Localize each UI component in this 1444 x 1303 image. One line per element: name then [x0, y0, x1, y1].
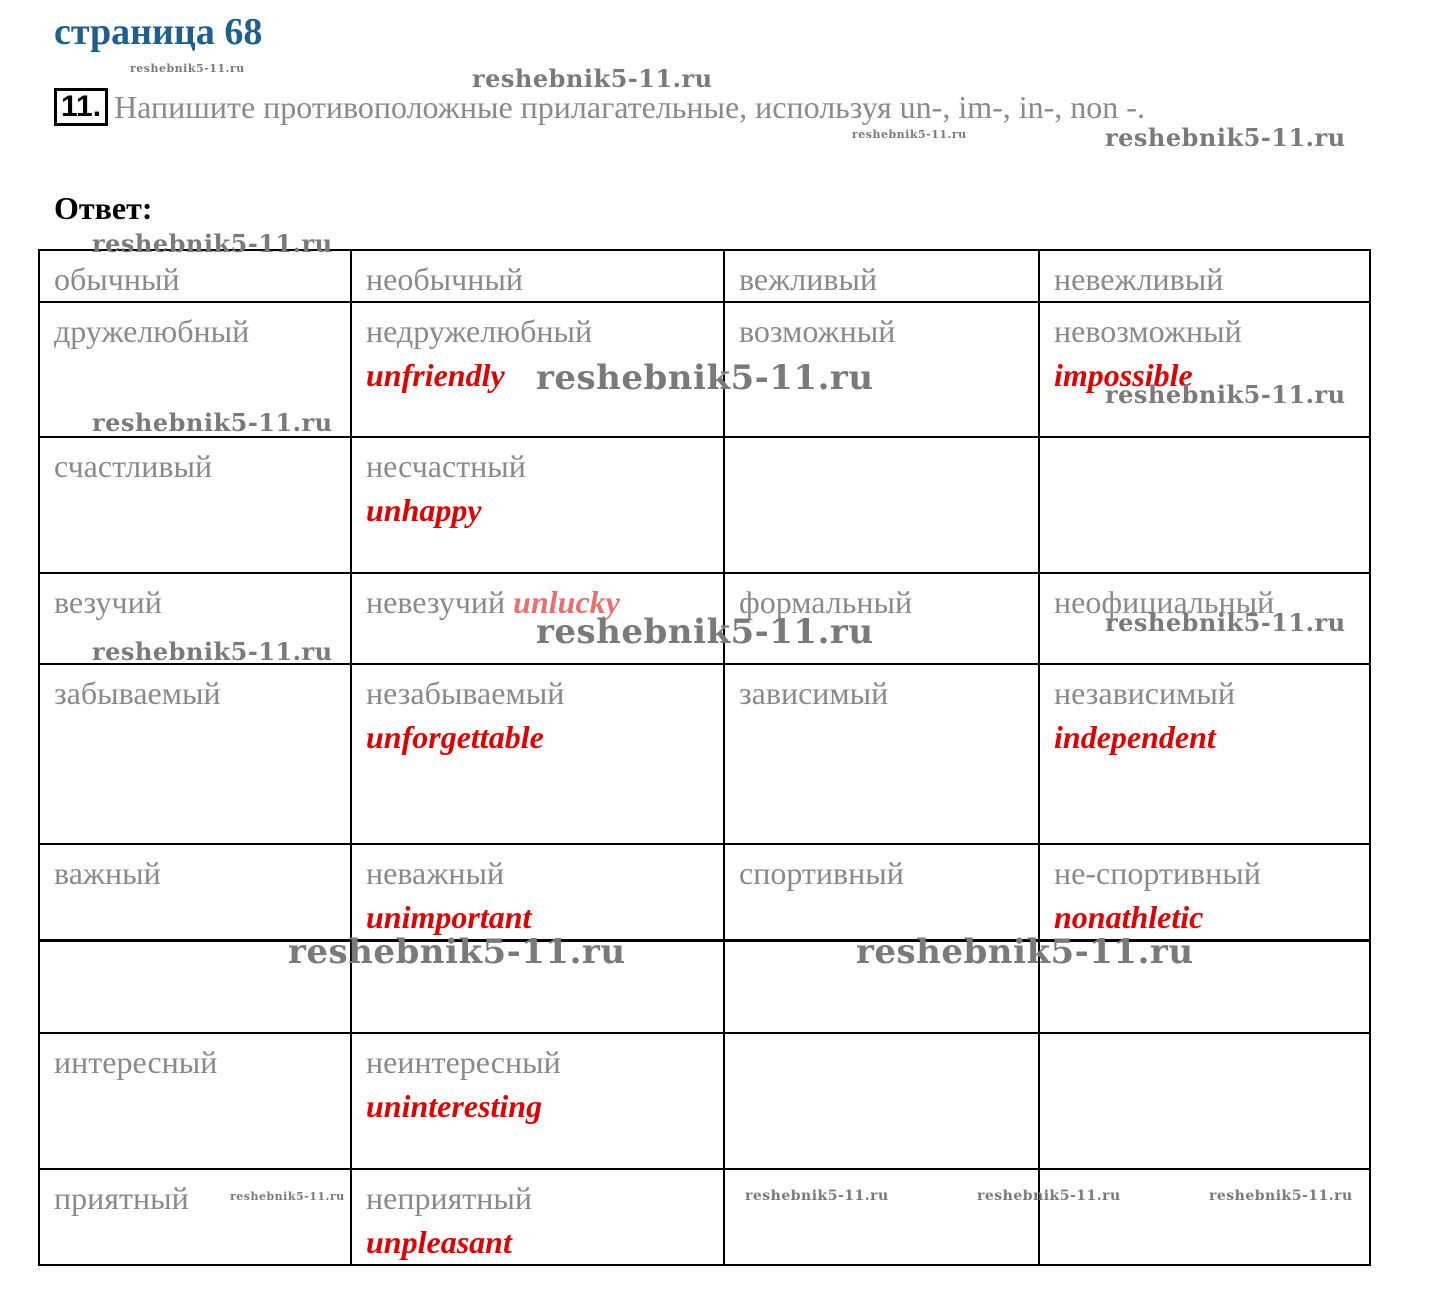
table-cell — [724, 1169, 1039, 1265]
opposite-adjective: неинтересный — [366, 1044, 561, 1080]
adjective: формальный — [739, 584, 913, 620]
opposite-adjective: независимый — [1054, 675, 1235, 711]
table-cell — [1039, 437, 1370, 573]
english-answer: nonathletic — [1054, 899, 1204, 935]
opposite-adjective: неважный — [366, 855, 505, 891]
english-answer: unforgettable — [366, 719, 544, 755]
english-answer: unimportant — [366, 899, 532, 935]
answer-label: Ответ: — [54, 190, 153, 226]
watermark: reshebnik5-11.ru — [472, 64, 713, 93]
adjective: вежливый — [739, 261, 878, 297]
watermark: reshebnik5-11.ru — [536, 612, 874, 652]
table-cell — [351, 664, 724, 844]
page-title: страница 68 — [54, 11, 263, 53]
adjective: зависимый — [739, 675, 889, 711]
opposite-adjective: недружелюбный — [366, 313, 593, 349]
table-cell — [1039, 250, 1370, 302]
english-answer: unlucky — [513, 584, 620, 620]
watermark: reshebnik5-11.ru — [852, 128, 967, 141]
opposite-adjective: не-спортивный — [1054, 855, 1261, 891]
opposite-adjective: невежливый — [1054, 261, 1224, 297]
table-row — [39, 1033, 1370, 1169]
adjective: спортивный — [739, 855, 904, 891]
table-cell — [724, 844, 1039, 940]
adjective: дружелюбный — [54, 313, 250, 349]
opposite-adjective: незабываемый — [366, 675, 565, 711]
watermark: reshebnik5-11.ru — [977, 1188, 1121, 1204]
english-answer: unfriendly — [366, 357, 505, 393]
table-cell — [724, 250, 1039, 302]
adjective: возможный — [739, 313, 896, 349]
table-cell — [39, 1033, 351, 1169]
adjective: обычный — [54, 261, 180, 297]
task-number: 11. — [54, 88, 108, 126]
watermark: reshebnik5-11.ru — [92, 637, 333, 666]
english-answer: unpleasant — [366, 1224, 512, 1260]
watermark: reshebnik5-11.ru — [130, 62, 245, 75]
table-cell — [1039, 302, 1370, 437]
watermark: reshebnik5-11.ru — [536, 358, 874, 398]
table-cell — [39, 664, 351, 844]
english-answer: impossible — [1054, 357, 1193, 393]
watermark: reshebnik5-11.ru — [1105, 608, 1346, 637]
table-cell — [39, 1169, 351, 1265]
answer-table-1 — [38, 249, 1371, 941]
adjective: счастливый — [54, 448, 213, 484]
adjective: везучий — [54, 584, 162, 620]
watermark: reshebnik5-11.ru — [745, 1188, 889, 1204]
opposite-adjective: неприятный — [366, 1180, 533, 1216]
table-cell — [351, 250, 724, 302]
table-cell — [39, 844, 351, 940]
table-cell — [724, 1033, 1039, 1169]
opposite-adjective: необычный — [366, 261, 523, 297]
watermark: reshebnik5-11.ru — [92, 229, 333, 258]
english-answer: uninteresting — [366, 1088, 543, 1124]
watermark: reshebnik5-11.ru — [1209, 1188, 1353, 1204]
answer-table-2 — [38, 940, 1371, 1266]
english-answer: independent — [1054, 719, 1216, 755]
table-row — [39, 844, 1370, 940]
table-cell — [724, 437, 1039, 573]
table-cell — [351, 1033, 724, 1169]
opposite-adjective: невезучий — [366, 584, 506, 620]
watermark: reshebnik5-11.ru — [856, 932, 1194, 972]
table-cell — [1039, 1169, 1370, 1265]
table-cell — [351, 437, 724, 573]
watermark: reshebnik5-11.ru — [92, 408, 333, 437]
adjective: интересный — [54, 1044, 218, 1080]
task-text: Напишите противоположные прилагательные, используя un-, im-, in-, non -. — [114, 89, 1145, 125]
table-cell — [351, 844, 724, 940]
english-answer: unhappy — [366, 492, 482, 528]
opposite-adjective: неофициальный — [1054, 584, 1275, 620]
opposite-adjective: несчастный — [366, 448, 526, 484]
table-cell — [1039, 844, 1370, 940]
table-row — [39, 437, 1370, 573]
table-row — [39, 1169, 1370, 1265]
opposite-adjective: невозможный — [1054, 313, 1242, 349]
adjective: приятный — [54, 1180, 189, 1216]
watermark: reshebnik5-11.ru — [1105, 123, 1346, 152]
table-cell — [351, 1169, 724, 1265]
adjective: забываемый — [54, 675, 221, 711]
table-cell — [1039, 664, 1370, 844]
table-cell — [39, 437, 351, 573]
watermark: reshebnik5-11.ru — [288, 932, 626, 972]
watermark: reshebnik5-11.ru — [1105, 380, 1346, 409]
table-cell — [724, 664, 1039, 844]
watermark: reshebnik5-11.ru — [230, 1190, 345, 1203]
adjective: важный — [54, 855, 161, 891]
table-row — [39, 664, 1370, 844]
table-cell — [1039, 1033, 1370, 1169]
